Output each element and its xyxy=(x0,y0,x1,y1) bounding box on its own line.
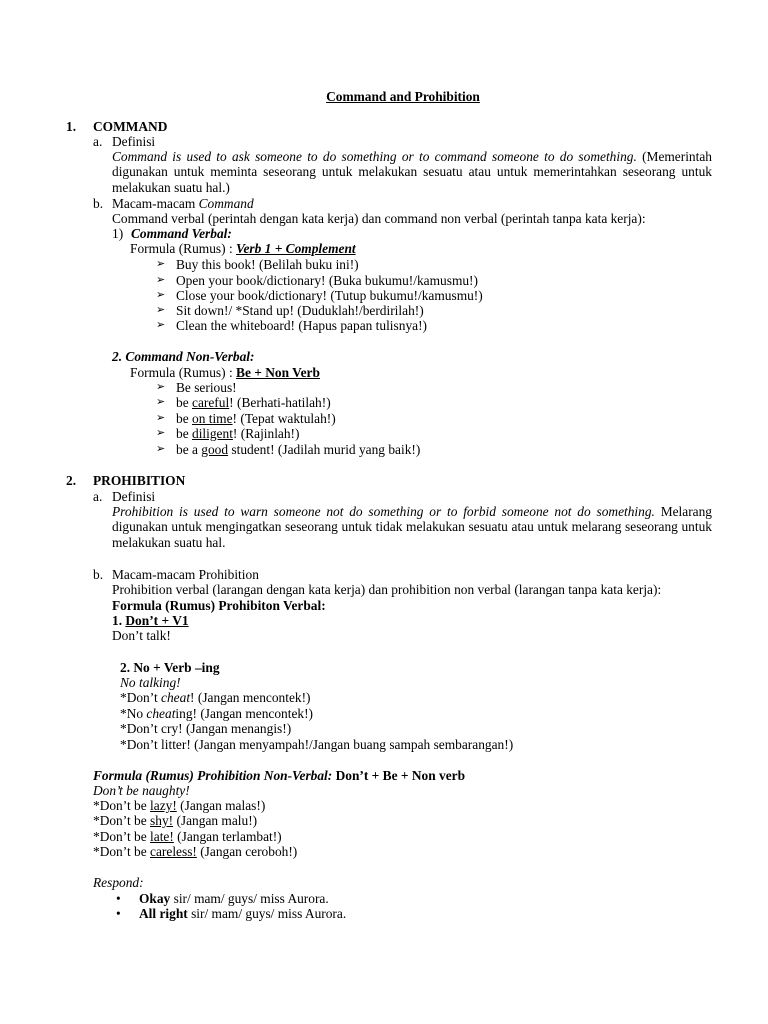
prohibition-nonverbal-example: Don’t be naughty! xyxy=(93,783,190,798)
command-b-heading-prefix: Macam-macam xyxy=(112,196,199,211)
prohibition-definition-id: Melarang digunakan untuk mengingatkan seseorang untuk tidak melakukan sesuatu atau untuk melarang seseorang untuk melakukan suatu hal. xyxy=(112,504,712,550)
command-nonverbal-example: be careful! (Berhati-hatilah!) xyxy=(176,395,331,410)
prohibition-intro: Prohibition verbal (larangan dengan kata kerja) dan prohibition non verbal (larangan tanpa kata kerja): xyxy=(112,582,662,597)
command-nonverbal-example: be on time! (Tepat waktulah!) xyxy=(176,411,336,426)
prohibition-nonverbal-example: *Don’t be careless! (Jangan ceroboh!) xyxy=(93,844,298,859)
prohibition-definition-en: Prohibition is used to warn someone not do something or to forbid someone not do something. xyxy=(112,504,655,519)
arrow-bullet-icon: ➢ xyxy=(156,396,166,408)
section-number-prohibition: 2. xyxy=(66,473,77,488)
respond-item: All right sir/ mam/ guys/ miss Aurora. xyxy=(139,906,347,921)
prohibition-formula-2-example: *Don’t cheat! (Jangan mencontek!) xyxy=(120,690,311,705)
command-verbal-example: Open your book/dictionary! (Buka bukumu!/kamusmu!) xyxy=(176,273,478,288)
arrow-bullet-icon: ➢ xyxy=(156,427,166,439)
command-verbal-example: Clean the whiteboard! (Hapus papan tulisnya!) xyxy=(176,318,427,333)
arrow-bullet-icon: ➢ xyxy=(156,319,166,331)
arrow-bullet-icon: ➢ xyxy=(156,381,166,393)
command-nonverbal-example: be a good student! (Jadilah murid yang baik!) xyxy=(176,442,421,457)
document-title: Command and Prohibition xyxy=(326,89,480,104)
command-b-letter: b. xyxy=(93,196,104,211)
section-heading-prohibition: PROHIBITION xyxy=(93,473,186,488)
prohibition-formula-1: 1. Don’t + V1 xyxy=(112,613,189,628)
prohibition-nonverbal-example: *Don’t be late! (Jangan terlambat!) xyxy=(93,829,282,844)
command-verbal-example: Close your book/dictionary! (Tutup bukumu!/kamusmu!) xyxy=(176,288,483,303)
command-definition xyxy=(112,149,712,195)
prohibition-definition xyxy=(112,504,712,550)
command-verbal-formula xyxy=(130,241,356,256)
arrow-bullet-icon: ➢ xyxy=(156,443,166,455)
command-verbal-title: Command Verbal: xyxy=(131,226,232,241)
command-definition-en: Command is used to ask someone to do something or to command someone to do something. xyxy=(112,149,637,164)
prohibition-formula-2-example: *Don’t litter! (Jangan menyampah!/Jangan buang sampah sembarangan!) xyxy=(120,737,514,752)
arrow-bullet-icon: ➢ xyxy=(156,258,166,270)
command-nonverbal-title: 2. Command Non-Verbal: xyxy=(112,349,255,364)
bullet-icon: • xyxy=(116,891,121,906)
command-nonverbal-formula-label: Formula (Rumus) : xyxy=(130,365,237,380)
command-verbal-example: Sit down!/ *Stand up! (Duduklah!/berdirilah!) xyxy=(176,303,424,318)
command-verbal-number: 1) xyxy=(112,226,124,241)
prohibition-formula-1-example: Don’t talk! xyxy=(112,628,171,643)
prohibition-formula-2-example: *No cheating! (Jangan mencontek!) xyxy=(120,706,313,721)
prohibition-formula-2-example: *Don’t cry! (Jangan menangis!) xyxy=(120,721,292,736)
prohibition-a-heading: Definisi xyxy=(112,489,156,504)
command-a-letter: a. xyxy=(93,134,103,149)
command-nonverbal-formula xyxy=(130,365,320,380)
arrow-bullet-icon: ➢ xyxy=(156,289,166,301)
command-a-heading: Definisi xyxy=(112,134,156,149)
command-verbal-formula-value: Verb 1 + Complement xyxy=(236,241,356,256)
prohibition-formula-2: 2. No + Verb –ing xyxy=(120,660,220,675)
command-definition-id: (Memerintah digunakan untuk meminta seseorang untuk melakukan sesuatu atau untuk memerintahkan seseorang untuk melakukan suatu hal.) xyxy=(112,149,712,195)
command-b-heading-em: Command xyxy=(198,196,254,211)
bullet-icon: • xyxy=(116,906,121,921)
command-nonverbal-formula-value: Be + Non Verb xyxy=(236,365,320,380)
command-verbal-formula-label: Formula (Rumus) : xyxy=(130,241,237,256)
section-number-command: 1. xyxy=(66,119,77,134)
prohibition-b-heading: Macam-macam Prohibition xyxy=(112,567,259,582)
section-heading-command: COMMAND xyxy=(93,119,168,134)
arrow-bullet-icon: ➢ xyxy=(156,274,166,286)
prohibition-formula-2-example: No talking! xyxy=(120,675,181,690)
command-b-heading xyxy=(112,196,254,211)
prohibition-nonverbal-example: *Don’t be lazy! (Jangan malas!) xyxy=(93,798,266,813)
prohibition-nonverbal-example: *Don’t be shy! (Jangan malu!) xyxy=(93,813,258,828)
prohibition-nonverbal-title: Formula (Rumus) Prohibition Non-Verbal: Don’t + Be + Non verb xyxy=(93,768,466,783)
prohibition-b-letter: b. xyxy=(93,567,104,582)
respond-label: Respond: xyxy=(93,875,144,890)
command-nonverbal-example: Be serious! xyxy=(176,380,237,395)
command-nonverbal-example: be diligent! (Rajinlah!) xyxy=(176,426,300,441)
arrow-bullet-icon: ➢ xyxy=(156,304,166,316)
prohibition-verbal-formula-title: Formula (Rumus) Prohibiton Verbal: xyxy=(112,598,326,613)
prohibition-a-letter: a. xyxy=(93,489,103,504)
command-verbal-example: Buy this book! (Belilah buku ini!) xyxy=(176,257,359,272)
arrow-bullet-icon: ➢ xyxy=(156,412,166,424)
command-intro: Command verbal (perintah dengan kata kerja) dan command non verbal (perintah tanpa kata kerja): xyxy=(112,211,646,226)
respond-item: Okay sir/ mam/ guys/ miss Aurora. xyxy=(139,891,329,906)
